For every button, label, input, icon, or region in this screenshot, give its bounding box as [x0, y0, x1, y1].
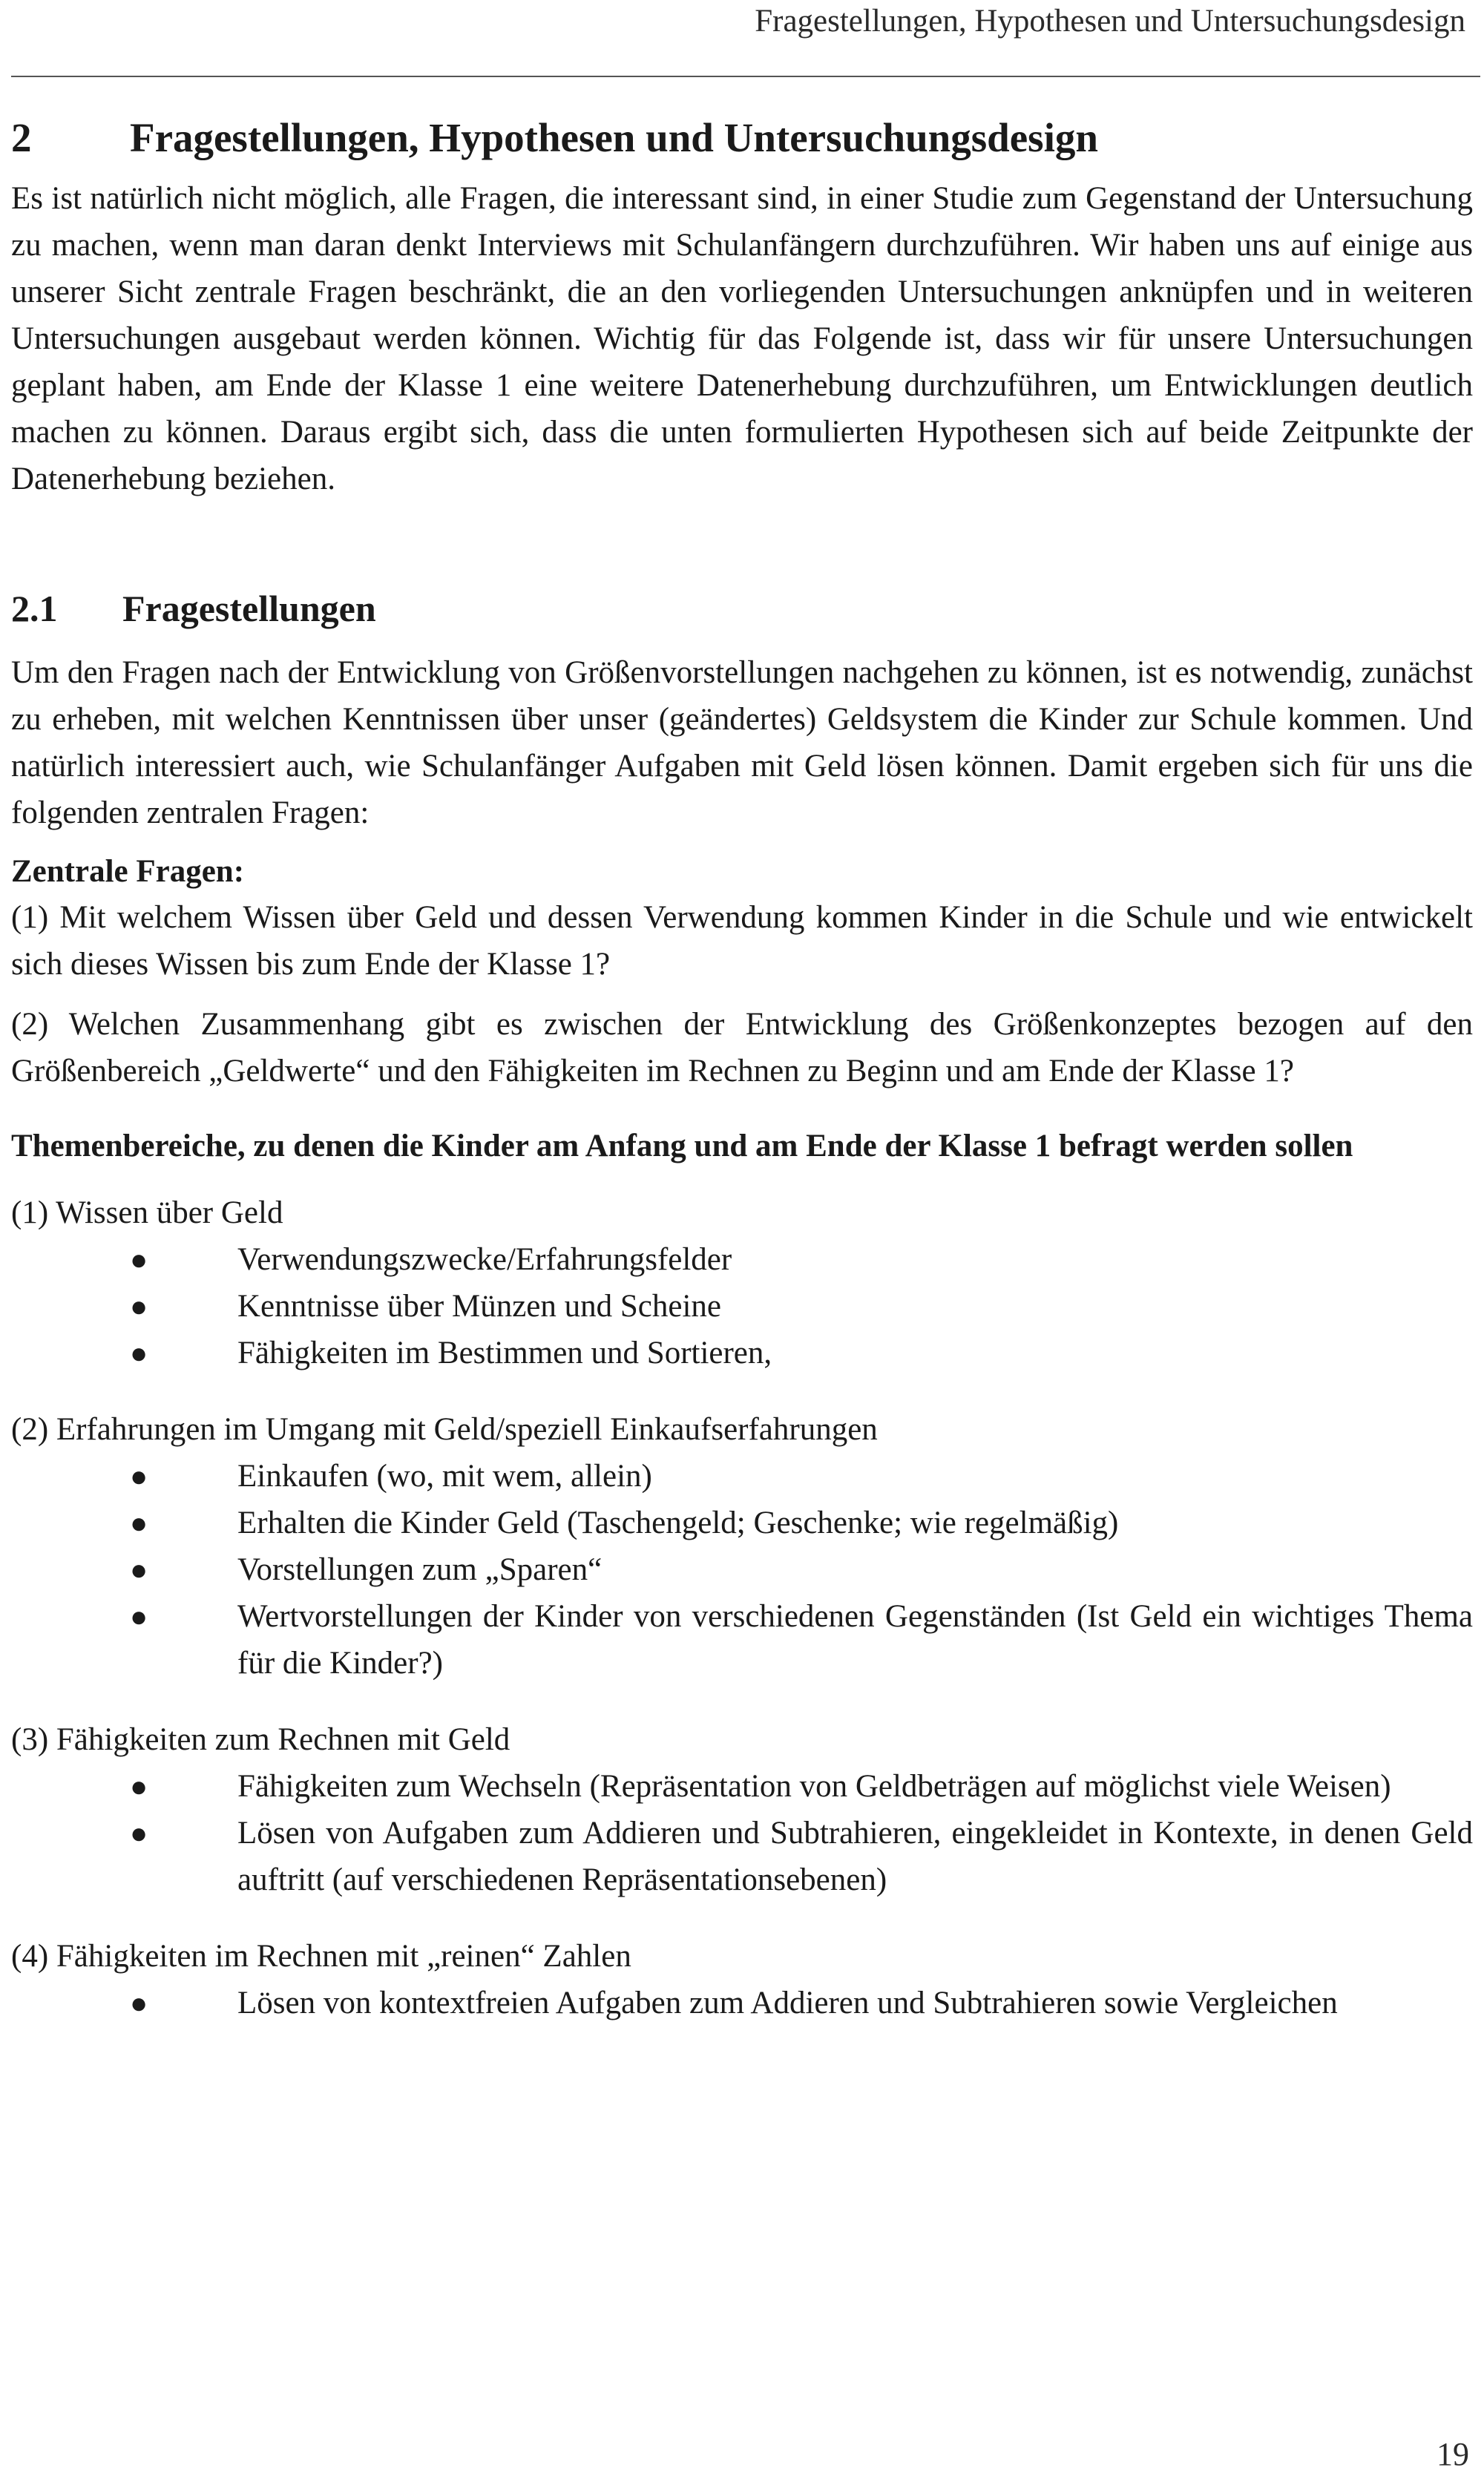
section-intro-paragraph: Um den Fragen nach der Entwicklung von Größenvorstellungen nachgehen zu können, ist es notwendig, zunächst zu erheben, mit welchen Kenntnissen über unser (geändertes) Geldsystem die Kinder zur Schule kommen. Und natürlich interessiert auch, wie Schulanfänger Aufgaben mit Geld lösen können. Damit ergeben sich für uns die folgenden zentralen Fragen:	[11, 655, 1473, 830]
bullet-icon: ●	[130, 1290, 148, 1323]
chapter-intro-paragraph: Es ist natürlich nicht möglich, alle Fragen, die interessant sind, in einer Studie zum Gegenstand der Untersuchung zu machen, wenn man daran denkt Interviews mit Schulanfängern durchzuführen. Wir haben uns auf einige aus unserer Sicht zentrale Fragen beschränkt, die an den vorliegenden Untersuchungen anknüpfen und in weiteren Untersuchungen ausgebaut werden können. Wichtig für das Folgende ist, dass wir für unsere Untersuchungen geplant haben, am Ende der Klasse 1 eine weitere Datenerhebung durchzuführen, um Entwicklungen deutlich machen zu können. Daraus ergibt sich, dass die unten formulierten Hypothesen sich auf beide Zeitpunkte der Datenerhebung beziehen.	[11, 181, 1473, 496]
list-item: ● Wertvorstellungen der Kinder von verschiedenen Gegenständen (Ist Geld ein wichtiges Thema für die Kinder?)	[11, 1593, 1473, 1687]
bullet-icon: ●	[130, 1460, 148, 1493]
theme-group-title: (3) Fähigkeiten zum Rechnen mit Geld	[11, 1722, 510, 1757]
bullet-list	[11, 1453, 1473, 1687]
section-title: Fragestellungen	[122, 588, 376, 629]
bullet-list	[11, 1763, 1473, 1903]
themes-heading: Themenbereiche, zu denen die Kinder am Anfang und am Ende der Klasse 1 befragt werden sollen	[11, 1129, 1353, 1163]
list-item: ● Verwendungszwecke/Erfahrungsfelder	[11, 1236, 1473, 1283]
bullet-icon: ●	[130, 1816, 148, 1850]
theme-group-1	[11, 1189, 1473, 1376]
bullet-icon: ●	[130, 1986, 148, 2020]
central-questions-heading: Zentrale Fragen:	[11, 854, 245, 889]
theme-group-3	[11, 1716, 1473, 1903]
list-item: ● Einkaufen (wo, mit wem, allein)	[11, 1453, 1473, 1500]
section-heading	[11, 584, 1473, 633]
chapter-title: Fragestellungen, Hypothesen und Untersuchungsdesign	[130, 115, 1098, 160]
chapter-number: 2	[11, 115, 32, 160]
list-item: ● Fähigkeiten zum Wechseln (Repräsentation von Geldbeträgen auf möglichst viele Weisen)	[11, 1763, 1473, 1810]
theme-group-title: (1) Wissen über Geld	[11, 1195, 283, 1230]
theme-group-title: (4) Fähigkeiten im Rechnen mit „reinen“ Zahlen	[11, 1939, 631, 1974]
bullet-list	[11, 1980, 1473, 2026]
theme-group-4	[11, 1933, 1473, 2026]
bullet-icon: ●	[130, 1336, 148, 1370]
list-item: ● Vorstellungen zum „Sparen“	[11, 1546, 1473, 1593]
theme-group-title: (2) Erfahrungen im Umgang mit Geld/speziell Einkaufserfahrungen	[11, 1412, 878, 1447]
bullet-icon: ●	[130, 1770, 148, 1803]
bullet-icon: ●	[130, 1506, 148, 1540]
page-content	[11, 111, 1473, 2056]
bullet-list	[11, 1236, 1473, 1376]
header-rule	[11, 76, 1480, 77]
list-item: ● Lösen von Aufgaben zum Addieren und Subtrahieren, eingekleidet in Kontexte, in denen Geld auftritt (auf verschiedenen Repräsentationsebenen)	[11, 1810, 1473, 1903]
list-item: ● Erhalten die Kinder Geld (Taschengeld; Geschenke; wie regelmäßig)	[11, 1500, 1473, 1546]
list-item: ● Lösen von kontextfreien Aufgaben zum Addieren und Subtrahieren sowie Vergleichen	[11, 1980, 1473, 2026]
central-question-2: (2) Welchen Zusammenhang gibt es zwischen der Entwicklung des Größenkonzeptes bezogen auf den Größenbereich „Geldwerte“ und den Fähigkeiten im Rechnen zu Beginn und am Ende der Klasse 1?	[11, 1007, 1473, 1089]
running-header: Fragestellungen, Hypothesen und Untersuchungsdesign	[755, 4, 1465, 39]
chapter-heading	[11, 111, 1473, 165]
bullet-icon: ●	[130, 1553, 148, 1586]
theme-group-2	[11, 1406, 1473, 1687]
bullet-icon: ●	[130, 1243, 148, 1276]
list-item: ● Kenntnisse über Münzen und Scheine	[11, 1283, 1473, 1330]
page-number: 19	[1437, 2436, 1469, 2472]
section-number: 2.1	[11, 588, 58, 629]
central-question-1: (1) Mit welchem Wissen über Geld und dessen Verwendung kommen Kinder in die Schule und wie entwickelt sich dieses Wissen bis zum Ende der Klasse 1?	[11, 900, 1473, 982]
list-item: ● Fähigkeiten im Bestimmen und Sortieren,	[11, 1330, 1473, 1376]
bullet-icon: ●	[130, 1600, 148, 1633]
